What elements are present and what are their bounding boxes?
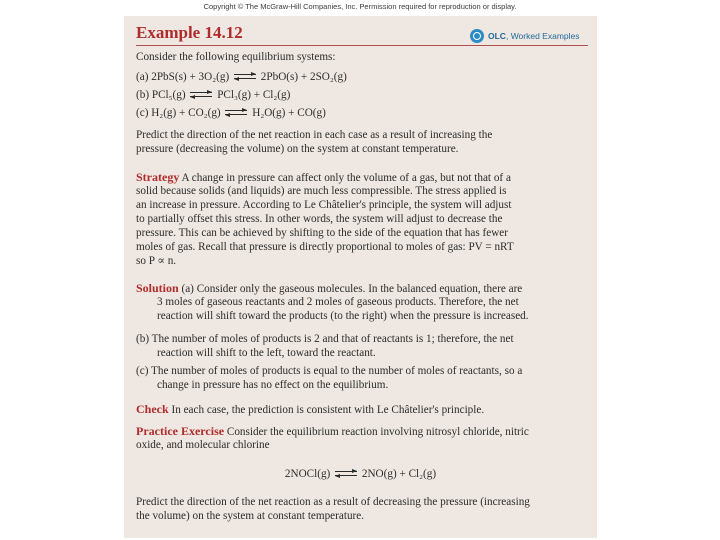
strategy-line-6: moles of gas. Recall that pressure is directly proportional to moles of gas: PV = nRT	[136, 241, 514, 253]
intro-text: Consider the following equilibrium systems:	[136, 51, 336, 63]
equation-b: (b) PCl₅(g) PCl₃(g) + Cl₂(g)	[136, 89, 291, 101]
solution-c-line-2: change in pressure has no effect on the equilibrium.	[157, 379, 389, 391]
logo-label: Worked Examples	[510, 31, 580, 41]
example-title: Example 14.12	[136, 23, 243, 42]
practice-line-1: Practice Exercise Consider the equilibrium reaction involving nitrosyl chloride, nitric	[136, 424, 529, 438]
practice-heading: Practice Exercise	[136, 424, 225, 438]
solution-line-1: Solution (a) Consider only the gaseous molecules. In the balanced equation, there are	[136, 281, 523, 295]
solution-a-line-3: reaction will shift toward the products (to the right) when the pressure is increased.	[157, 310, 529, 322]
textbook-page	[124, 16, 597, 538]
strategy-line-1: Strategy A change in pressure can affect only the volume of a gas, but not that of a	[136, 170, 511, 184]
strategy-line-2: solid because solids (and liquids) are much less compressible. The stress applied is	[136, 185, 507, 197]
practice-question-line-1: Predict the direction of the net reaction as a result of decreasing the pressure (increasing	[136, 496, 530, 508]
check-heading: Check	[136, 402, 169, 416]
strategy-line-4: to partially offset this stress. In other words, the system will adjust to decrease the	[136, 213, 503, 225]
equilibrium-arrow-icon	[190, 91, 212, 99]
equilibrium-arrow-icon	[234, 73, 256, 81]
equilibrium-arrow-icon	[335, 470, 357, 478]
copyright-notice: Copyright © The McGraw-Hill Companies, Inc. Permission required for reproduction or display.	[203, 2, 517, 11]
strategy-line-7: so P ∝ n.	[136, 255, 177, 267]
solution-b-line-2: reaction will shift to the left, toward the reactant.	[157, 347, 376, 359]
logo-brand: OLC	[488, 31, 506, 41]
solution-heading: Solution	[136, 281, 179, 295]
strategy-heading: Strategy	[136, 170, 180, 184]
strategy-line-3: an increase in pressure. According to Le Châtelier's principle, the system will adjust	[136, 199, 512, 211]
olc-worked-examples-link[interactable]: OLC, Worked Examples	[470, 29, 580, 43]
equation-c: (c) H₂(g) + CO₂(g) H₂O(g) + CO(g)	[136, 107, 326, 119]
practice-question-line-2: the volume) on the system at constant temperature.	[136, 510, 365, 522]
solution-a-line-2: 3 moles of gaseous reactants and 2 moles of gaseous products. Therefore, the net	[157, 296, 519, 308]
check-line: Check In each case, the prediction is consistent with Le Châtelier's principle.	[136, 402, 485, 416]
solution-c-line-1: (c) The number of moles of products is equal to the number of moles of reactants, so a	[136, 365, 523, 377]
equation-a: (a) 2PbS(s) + 3O₂(g) 2PbO(s) + 2SO₂(g)	[136, 71, 347, 83]
equilibrium-arrow-icon	[225, 109, 247, 117]
practice-line-2: oxide, and molecular chlorine	[136, 439, 270, 451]
olc-logo-icon	[470, 29, 484, 43]
strategy-line-5: pressure. This can be achieved by shifting to the side of the equation that has fewer	[136, 227, 508, 239]
question-line-2: pressure (decreasing the volume) on the system at constant temperature.	[136, 143, 459, 155]
solution-b-line-1: (b) The number of moles of products is 2 and that of reactants is 1; therefore, the net	[136, 333, 514, 345]
practice-equation: 2NOCl(g) 2NO(g) + Cl₂(g)	[284, 468, 437, 480]
question-line-1: Predict the direction of the net reaction in each case as a result of increasing the	[136, 129, 493, 141]
title-divider	[136, 45, 588, 46]
